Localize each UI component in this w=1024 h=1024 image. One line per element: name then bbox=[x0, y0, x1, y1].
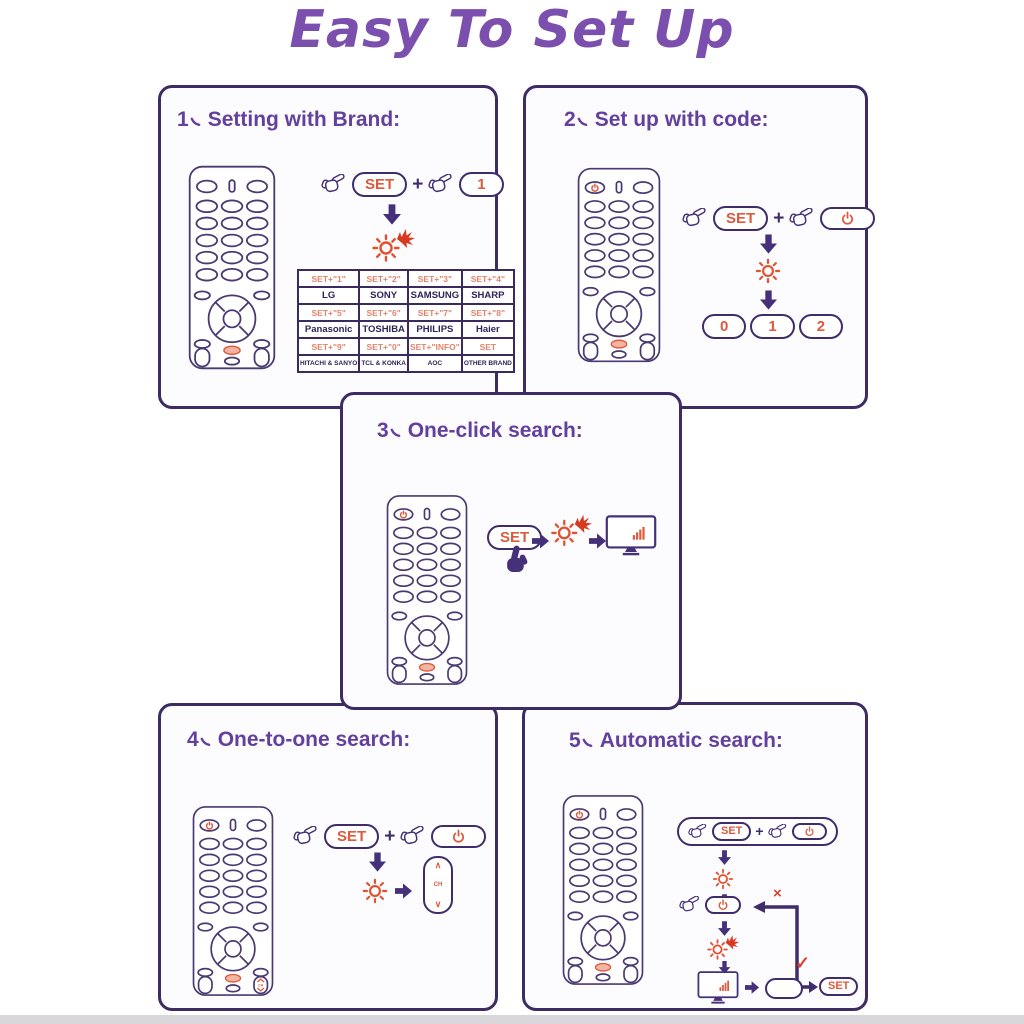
brand-table-cell: TOSHIBA bbox=[359, 321, 408, 338]
panel-one-to-one-search bbox=[158, 703, 498, 1011]
panel-4-number: 4 bbox=[187, 728, 199, 751]
brand-table-cell: TCL & KONKA bbox=[359, 355, 408, 372]
panel-4-heading bbox=[187, 728, 410, 752]
pointing-hand-icon bbox=[400, 826, 426, 847]
panel-5-heading-text: Automatic search: bbox=[599, 729, 783, 752]
brand-table-cell: PHILIPS bbox=[408, 321, 462, 338]
set-button: SET bbox=[712, 822, 751, 841]
tv-icon bbox=[695, 971, 741, 1005]
ideographic-comma-icon bbox=[582, 738, 593, 749]
digit-0-button: 0 bbox=[702, 314, 746, 339]
brand-table-cell: SET+"5" bbox=[298, 304, 359, 321]
press-sequence bbox=[321, 172, 504, 197]
brand-table-row bbox=[298, 304, 514, 321]
brand-table-cell: LG bbox=[298, 287, 359, 304]
set-button: SET bbox=[352, 172, 407, 197]
panel-5-number: 5 bbox=[569, 729, 581, 752]
brand-table-cell: Haier bbox=[462, 321, 514, 338]
panel-5-heading bbox=[569, 729, 783, 753]
power-button bbox=[820, 207, 875, 230]
led-light-icon bbox=[750, 254, 786, 288]
pointing-hand-icon bbox=[789, 208, 815, 229]
panel-3-heading bbox=[377, 419, 583, 443]
brand-table-cell: SET+"8" bbox=[462, 304, 514, 321]
plus-sign: + bbox=[384, 826, 396, 847]
remote-control-illustration bbox=[385, 489, 469, 691]
power-icon bbox=[717, 899, 729, 911]
channel-label: CH bbox=[433, 882, 443, 888]
ideographic-comma-icon bbox=[200, 737, 211, 748]
plus-sign: + bbox=[755, 823, 764, 839]
brand-table-cell: SET+"1" bbox=[298, 270, 359, 287]
digit-2-button: 2 bbox=[799, 314, 843, 339]
set-button: SET bbox=[713, 206, 768, 231]
arrow-right-icon bbox=[395, 883, 412, 899]
arrow-down-icon bbox=[760, 234, 777, 254]
page-title: Easy To Set Up bbox=[289, 0, 735, 60]
press-sequence bbox=[682, 206, 875, 231]
ideographic-comma-icon bbox=[190, 117, 201, 128]
power-button bbox=[705, 896, 741, 914]
brand-table-cell: SET+"4" bbox=[462, 270, 514, 287]
set-button: SET bbox=[487, 525, 542, 550]
arrow-down-icon bbox=[369, 852, 386, 872]
cross-mark: × bbox=[773, 885, 782, 902]
panel-automatic-search bbox=[522, 702, 868, 1011]
arrow-right-icon bbox=[589, 533, 606, 549]
led-flash-icon bbox=[701, 933, 743, 963]
channel-rocker-button bbox=[423, 856, 453, 914]
press-sequence bbox=[293, 824, 486, 849]
panel-4-heading-text: One-to-one search: bbox=[217, 728, 411, 751]
power-icon bbox=[840, 211, 855, 226]
brand-table-cell: SET+"INFO" bbox=[408, 338, 462, 355]
panel-1-heading bbox=[177, 108, 400, 132]
pointing-hand-icon bbox=[679, 896, 701, 914]
pointing-hand-icon bbox=[321, 174, 347, 195]
brand-table-cell: SONY bbox=[359, 287, 408, 304]
led-light-icon bbox=[357, 874, 393, 908]
brand-table-cell: SET+"3" bbox=[408, 270, 462, 287]
image-bottom-edge bbox=[0, 1015, 1024, 1024]
panel-2-heading bbox=[564, 108, 769, 132]
press-sequence-capsule bbox=[677, 817, 838, 846]
arrow-down-icon bbox=[718, 850, 731, 865]
brand-table-row bbox=[298, 321, 514, 338]
brand-table-cell: AOC bbox=[408, 355, 462, 372]
ideographic-comma-icon bbox=[577, 117, 588, 128]
panel-one-click-search bbox=[340, 392, 682, 710]
arrow-right-icon bbox=[745, 981, 759, 994]
panel-1-number: 1 bbox=[177, 108, 189, 131]
pointing-hand-icon bbox=[293, 826, 319, 847]
pointing-hand-icon bbox=[688, 824, 708, 840]
plus-sign: + bbox=[412, 174, 424, 195]
power-icon bbox=[451, 829, 466, 844]
arrow-down-icon bbox=[383, 204, 401, 225]
power-button bbox=[431, 825, 486, 848]
remote-control-illustration bbox=[561, 787, 645, 993]
channel-down-label: ∨ bbox=[434, 899, 442, 909]
channel-up-label: ∧ bbox=[434, 860, 442, 870]
tv-icon bbox=[605, 515, 657, 557]
blank-button bbox=[765, 978, 803, 999]
svg-text:CH: CH bbox=[258, 983, 264, 988]
set-button: SET bbox=[819, 977, 858, 996]
panel-1-heading-text: Setting with Brand: bbox=[207, 108, 401, 131]
digit-1-button: 1 bbox=[459, 172, 503, 197]
panel-3-number: 3 bbox=[377, 419, 389, 442]
ideographic-comma-icon bbox=[390, 428, 401, 439]
brand-table-cell: SET+"6" bbox=[359, 304, 408, 321]
digit-1-button: 1 bbox=[750, 314, 794, 339]
brand-table bbox=[297, 269, 515, 373]
pointing-hand-icon bbox=[428, 174, 454, 195]
brand-table-row bbox=[298, 270, 514, 287]
arrow-down-icon bbox=[760, 290, 777, 310]
brand-table-cell: HITACHI & SANYO bbox=[298, 355, 359, 372]
brand-table-row bbox=[298, 338, 514, 355]
code-digits bbox=[702, 314, 843, 339]
pointing-hand-icon bbox=[768, 824, 788, 840]
power-icon bbox=[804, 826, 815, 837]
panel-setting-with-brand bbox=[158, 85, 512, 409]
brand-table-cell: SET+"2" bbox=[359, 270, 408, 287]
pressing-hand-icon bbox=[503, 544, 530, 575]
set-button: SET bbox=[324, 824, 379, 849]
remote-control-illustration bbox=[187, 164, 277, 371]
panel-2-number: 2 bbox=[564, 108, 576, 131]
brand-table-cell: SET+"9" bbox=[298, 338, 359, 355]
panel-2-heading-text: Set up with code: bbox=[594, 108, 769, 131]
power-press-step bbox=[679, 896, 741, 914]
brand-table-cell: OTHER BRAND bbox=[462, 355, 514, 372]
pointing-hand-icon bbox=[682, 208, 708, 229]
brand-table-cell: SHARP bbox=[462, 287, 514, 304]
led-flash-icon bbox=[367, 226, 417, 266]
led-light-icon bbox=[708, 865, 738, 893]
brand-table-row bbox=[298, 355, 514, 372]
power-button bbox=[792, 823, 827, 840]
brand-table-cell: SET+"0" bbox=[359, 338, 408, 355]
plus-sign: + bbox=[773, 208, 785, 229]
brand-table-row bbox=[298, 287, 514, 304]
brand-table-cell: SET+"7" bbox=[408, 304, 462, 321]
remote-control-illustration bbox=[191, 800, 275, 1002]
remote-control-illustration bbox=[576, 162, 662, 368]
brand-table-cell: SET bbox=[462, 338, 514, 355]
brand-table-cell: SAMSUNG bbox=[408, 287, 462, 304]
check-mark: ✓ bbox=[795, 953, 811, 973]
panel-3-heading-text: One-click search: bbox=[407, 419, 583, 442]
panel-set-up-with-code bbox=[523, 85, 868, 409]
brand-table-cell: Panasonic bbox=[298, 321, 359, 338]
led-flash-icon bbox=[547, 511, 593, 551]
